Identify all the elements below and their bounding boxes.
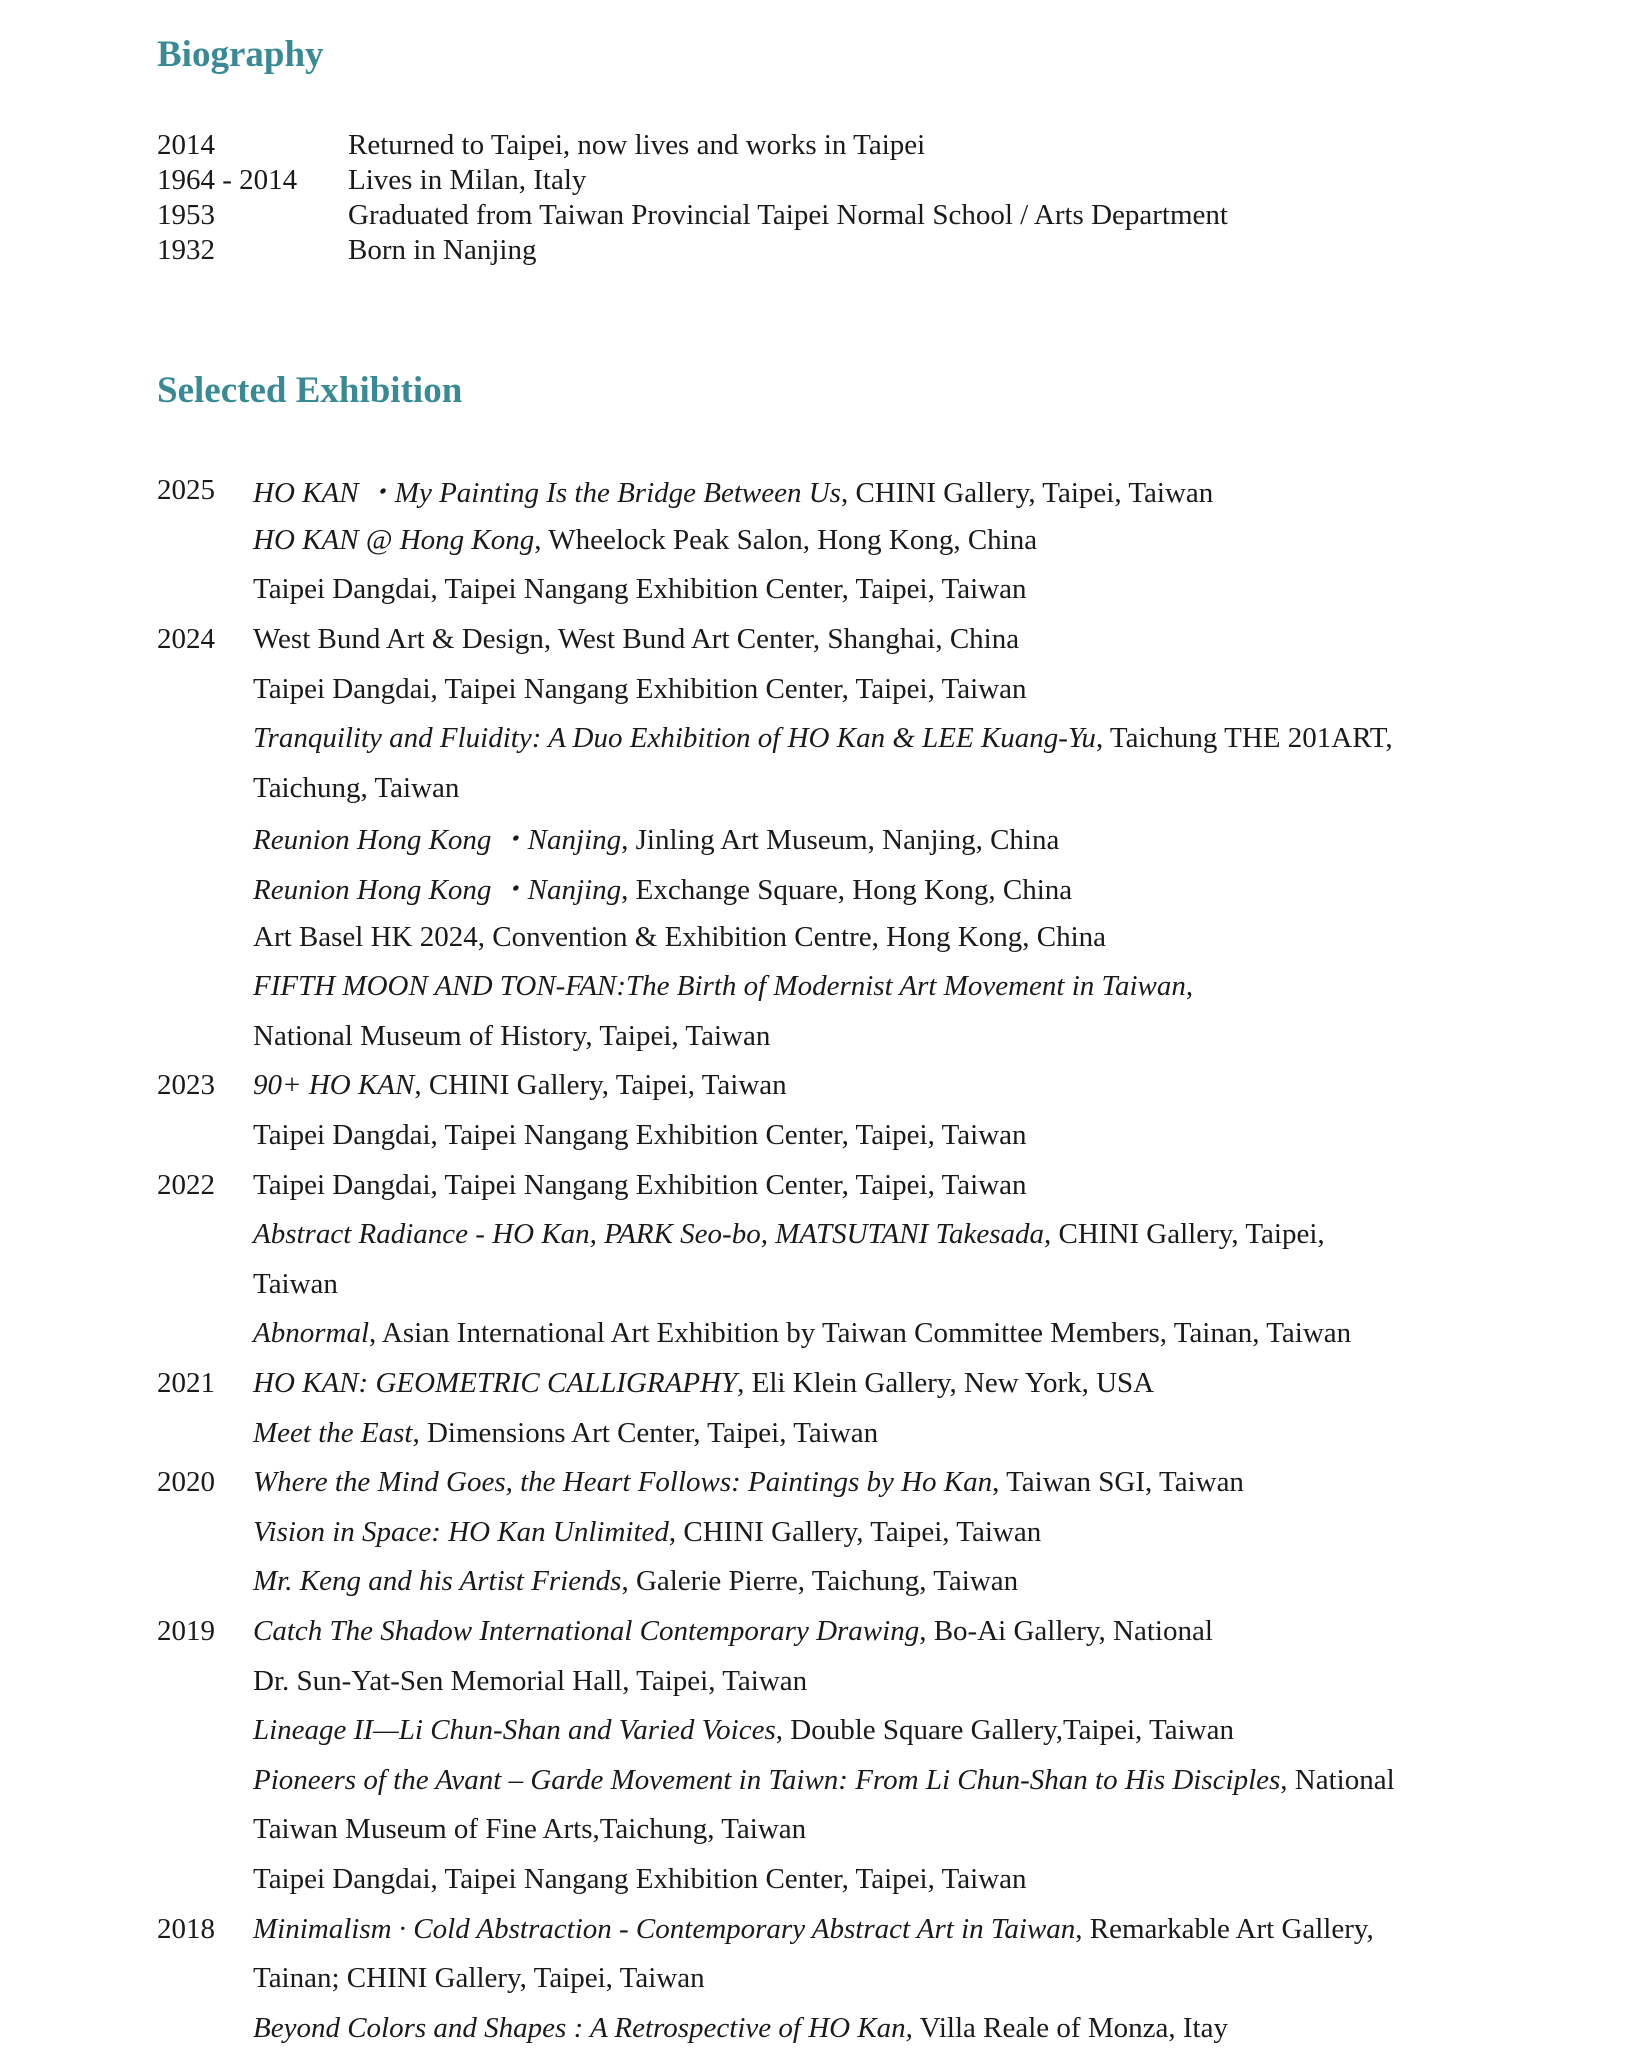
- exhibition-line: [157, 1012, 1597, 1062]
- exhibition-text: [253, 1764, 1395, 1797]
- exhibition-year: 2019: [157, 1614, 215, 1647]
- exhibition-text: [253, 1565, 1018, 1598]
- exhibition-line: [157, 1458, 1597, 1508]
- biography-entry: [157, 163, 1557, 198]
- exhibition-line: [157, 714, 1597, 764]
- biography-list: [157, 128, 1557, 268]
- exhibition-title-italic: Catch The Shadow International Contemporary Drawing: [253, 1614, 920, 1647]
- exhibition-text: [253, 2012, 1228, 2045]
- exhibition-line: [157, 1904, 1597, 1954]
- exhibition-line: [157, 1408, 1597, 1458]
- exhibition-year: 2020: [157, 1466, 215, 1499]
- exhibition-title-italic: Lineage II—Li Chun-Shan and Varied Voices: [253, 1714, 776, 1747]
- exhibition-venue: , CHINI Gallery, Taipei, Taiwan: [414, 1069, 787, 1102]
- exhibition-text: [253, 1516, 1041, 1549]
- exhibition-venue: , Exchange Square, Hong Kong, China: [621, 874, 1073, 907]
- exhibition-title-italic: Vision in Space: HO Kan Unlimited: [253, 1515, 669, 1548]
- exhibition-text: [253, 623, 1019, 656]
- exhibition-text: [253, 867, 1072, 908]
- exhibition-line: [157, 1855, 1597, 1905]
- exhibition-venue: , Wheelock Peak Salon, Hong Kong, China: [534, 523, 1038, 556]
- exhibition-venue: , Bo-Ai Gallery, National: [919, 1614, 1213, 1647]
- exhibition-heading: Selected Exhibition: [157, 370, 463, 411]
- exhibition-line: [157, 516, 1597, 566]
- exhibition-text: [253, 573, 1027, 606]
- exhibition-venue: Villa Reale of Monza, Itay: [912, 2011, 1228, 2044]
- exhibition-year: 2024: [157, 623, 215, 656]
- exhibition-venue: Taiwan: [253, 1267, 338, 1300]
- exhibition-line: [157, 863, 1597, 913]
- exhibition-venue: , National: [1280, 1763, 1395, 1796]
- exhibition-line: [157, 1607, 1597, 1657]
- exhibition-line: [157, 1557, 1597, 1607]
- exhibition-venue: Dr. Sun-Yat-Sen Memorial Hall, Taipei, Taiwan: [253, 1664, 808, 1697]
- exhibition-venue: , Jinling Art Museum, Nanjing, China: [621, 824, 1060, 857]
- exhibition-text: [253, 921, 1106, 954]
- exhibition-year: 2021: [157, 1366, 215, 1399]
- exhibition-line: [157, 813, 1597, 863]
- exhibition-text: [253, 1169, 1027, 1202]
- exhibition-title-italic: Beyond Colors and Shapes : A Retrospective of HO Kan,: [253, 2011, 913, 2044]
- exhibition-year: 2025: [157, 474, 215, 507]
- exhibition-venue: , CHINI Gallery, Taipei, Taiwan: [668, 1515, 1042, 1548]
- exhibition-venue: Taipei Dangdai, Taipei Nangang Exhibition Center, Taipei, Taiwan: [253, 573, 1027, 606]
- exhibition-line: [157, 1260, 1597, 1310]
- exhibition-title-italic: Mr. Keng and his Artist Friends: [253, 1565, 622, 1598]
- exhibition-venue: ,: [1185, 970, 1194, 1003]
- exhibition-title-italic: Where the Mind Goes, the Heart Follows: Paintings by Ho Kan: [253, 1466, 993, 1499]
- exhibition-line: [157, 1805, 1597, 1855]
- exhibition-year: 2022: [157, 1168, 215, 1201]
- exhibition-venue: Taiwan Museum of Fine Arts,Taichung, Taiwan: [253, 1813, 807, 1846]
- biography-text: Returned to Taipei, now lives and works in Taipei: [348, 129, 926, 161]
- exhibition-text: [253, 722, 1393, 755]
- exhibition-venue: Taipei Dangdai, Taipei Nangang Exhibition Center, Taipei, Taiwan: [253, 1168, 1027, 1201]
- exhibition-text: [253, 1615, 1213, 1648]
- biography-text: Born in Nanjing: [348, 234, 537, 266]
- exhibition-line: [157, 1061, 1597, 1111]
- exhibition-venue: , Eli Klein Gallery, New York, USA: [737, 1366, 1155, 1399]
- exhibition-title-italic: FIFTH MOON AND TON-FAN:The Birth of Modernist Art Movement in Taiwan: [253, 970, 1186, 1003]
- exhibition-venue: Taipei Dangdai, Taipei Nangang Exhibition Center, Taipei, Taiwan: [253, 1862, 1027, 1895]
- exhibition-text: [253, 1714, 1234, 1747]
- exhibition-text: [253, 1268, 338, 1301]
- exhibition-venue: , Double Square Gallery,Taipei, Taiwan: [775, 1714, 1234, 1747]
- exhibition-title-italic: HO KAN @ Hong Kong: [253, 523, 535, 556]
- biography-entry: [157, 128, 1557, 163]
- exhibition-title-italic: Reunion Hong Kong ・Nanjing: [253, 874, 622, 907]
- exhibition-venue: Taipei Dangdai, Taipei Nangang Exhibition Center, Taipei, Taiwan: [253, 1119, 1027, 1152]
- exhibition-title-italic: Minimalism · Cold Abstraction - Contemporary Abstract Art in Taiwan: [253, 1912, 1076, 1945]
- exhibition-text: [253, 1813, 806, 1846]
- exhibition-venue: , Taichung THE 201ART,: [1095, 722, 1393, 755]
- exhibition-line: [157, 1160, 1597, 1210]
- biography-entry: [157, 198, 1557, 233]
- exhibition-text: [253, 1913, 1374, 1946]
- exhibition-text: [253, 1069, 787, 1102]
- exhibition-line: [157, 565, 1597, 615]
- exhibition-text: [253, 1417, 878, 1450]
- exhibition-line: [157, 962, 1597, 1012]
- exhibition-line: [157, 1309, 1597, 1359]
- exhibition-text: [253, 1863, 1027, 1896]
- exhibition-list: [157, 466, 1597, 2053]
- exhibition-text: [253, 1367, 1154, 1400]
- exhibition-title-italic: HO KAN: GEOMETRIC CALLIGRAPHY: [253, 1366, 738, 1399]
- exhibition-venue: Tainan; CHINI Gallery, Taipei, Taiwan: [253, 1962, 705, 1995]
- exhibition-line: [157, 615, 1597, 665]
- exhibition-text: [253, 1020, 770, 1053]
- exhibition-text: [253, 1119, 1027, 1152]
- exhibition-line: [157, 912, 1597, 962]
- exhibition-text: [253, 470, 1213, 511]
- exhibition-venue: , Asian International Art Exhibition by Taiwan Committee Members, Tainan, Taiwan: [369, 1317, 1352, 1350]
- exhibition-year: 2018: [157, 1912, 215, 1945]
- biography-year: 2014: [157, 129, 215, 161]
- exhibition-venue: , CHINI Gallery, Taipei, Taiwan: [840, 477, 1214, 510]
- exhibition-venue: , CHINI Gallery, Taipei,: [1044, 1218, 1325, 1251]
- biography-year: 1953: [157, 199, 215, 231]
- biography-year: 1932: [157, 234, 215, 266]
- exhibition-title-italic: Abstract Radiance - HO Kan, PARK Seo-bo, MATSUTANI Takesada: [253, 1218, 1045, 1251]
- exhibition-line: [157, 466, 1597, 516]
- exhibition-line: [157, 1507, 1597, 1557]
- exhibition-title-italic: Meet the East: [253, 1416, 413, 1449]
- biography-text: Graduated from Taiwan Provincial Taipei Normal School / Arts Department: [348, 199, 1228, 231]
- exhibition-venue: , Dimensions Art Center, Taipei, Taiwan: [412, 1416, 879, 1449]
- exhibition-line: [157, 1359, 1597, 1409]
- exhibition-line: [157, 1210, 1597, 1260]
- exhibition-venue: , Taiwan SGI, Taiwan: [992, 1466, 1244, 1499]
- exhibition-year: 2023: [157, 1069, 215, 1102]
- exhibition-line: [157, 664, 1597, 714]
- exhibition-venue: Taichung, Taiwan: [253, 771, 460, 804]
- exhibition-text: [253, 772, 459, 805]
- exhibition-text: [253, 673, 1027, 706]
- exhibition-title-italic: Pioneers of the Avant – Garde Movement in Taiwn: From Li Chun-Shan to His Disciples: [253, 1763, 1281, 1796]
- exhibition-text: [253, 1962, 705, 1995]
- exhibition-line: [157, 764, 1597, 814]
- exhibition-text: [253, 1218, 1325, 1251]
- biography-text: Lives in Milan, Italy: [348, 164, 587, 196]
- exhibition-venue: Art Basel HK 2024, Convention & Exhibition Centre, Hong Kong, China: [253, 920, 1107, 953]
- exhibition-title-italic: 90+ HO KAN: [253, 1069, 415, 1102]
- exhibition-title-italic: Abnormal: [253, 1317, 369, 1350]
- biography-year: 1964 - 2014: [157, 164, 298, 196]
- exhibition-venue: , Remarkable Art Gallery,: [1075, 1912, 1374, 1945]
- exhibition-text: [253, 1317, 1351, 1350]
- exhibition-title-italic: Tranquility and Fluidity: A Duo Exhibition of HO Kan & LEE Kuang-Yu: [253, 722, 1096, 755]
- exhibition-venue: National Museum of History, Taipei, Taiwan: [253, 1019, 771, 1052]
- exhibition-line: [157, 2003, 1597, 2053]
- exhibition-text: [253, 817, 1059, 858]
- exhibition-venue: , Galerie Pierre, Taichung, Taiwan: [621, 1565, 1019, 1598]
- exhibition-title-italic: HO KAN ・My Painting Is the Bridge Between Us: [253, 477, 841, 510]
- exhibition-line: [157, 1111, 1597, 1161]
- exhibition-line: [157, 1656, 1597, 1706]
- exhibition-line: [157, 1755, 1597, 1805]
- biography-heading: Biography: [157, 34, 324, 75]
- exhibition-line: [157, 1954, 1597, 2004]
- exhibition-text: [253, 1665, 807, 1698]
- exhibition-text: [253, 524, 1037, 557]
- exhibition-title-italic: Reunion Hong Kong ・Nanjing: [253, 824, 622, 857]
- exhibition-text: [253, 970, 1193, 1003]
- biography-entry: [157, 233, 1557, 268]
- exhibition-venue: West Bund Art & Design, West Bund Art Center, Shanghai, China: [253, 623, 1020, 656]
- exhibition-venue: Taipei Dangdai, Taipei Nangang Exhibition Center, Taipei, Taiwan: [253, 672, 1027, 705]
- exhibition-text: [253, 1466, 1244, 1499]
- exhibition-line: [157, 1706, 1597, 1756]
